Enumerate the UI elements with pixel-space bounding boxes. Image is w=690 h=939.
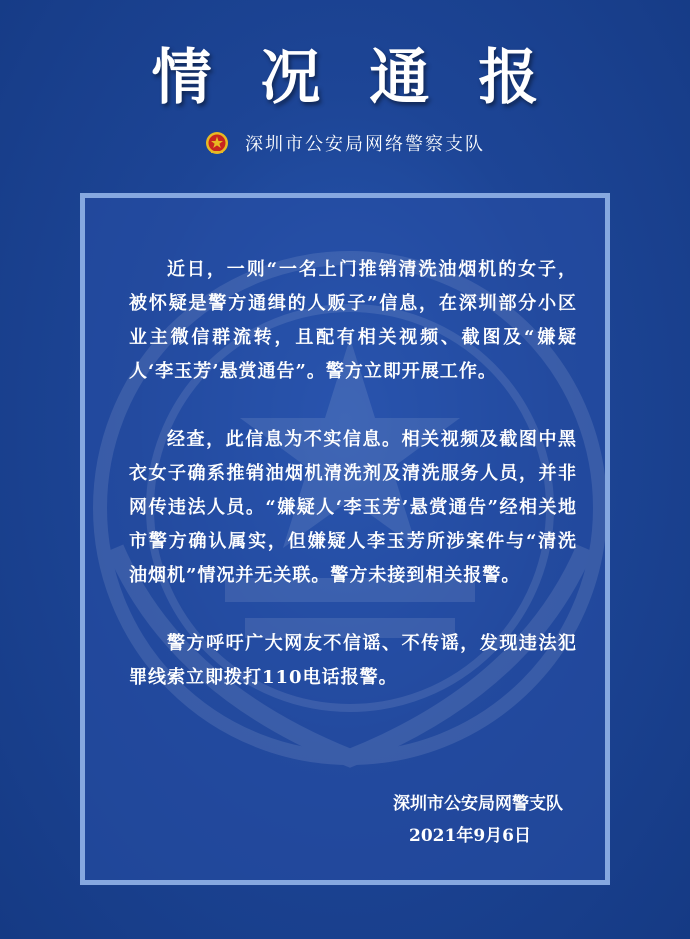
notice-paragraph-2: 经查，此信息为不实信息。相关视频及截图中黑衣女子确系推销油烟机清洗剂及清洗服务人员，并非网传违法人员。“嫌疑人‘李玉芳’悬赏通告”经相关地市警方确认属实，但嫌疑人李玉芳所涉案件与“清洗油烟机”情况并无关联。警方未接到相关报警。 bbox=[129, 429, 577, 586]
signature-org: 深圳市公安局网警支队 bbox=[393, 794, 563, 814]
signature-block bbox=[263, 788, 563, 852]
signature-date: 2021年9月6日 bbox=[409, 826, 531, 846]
police-emblem-icon bbox=[205, 131, 229, 155]
notice-body bbox=[129, 253, 577, 729]
notice-panel bbox=[80, 193, 610, 885]
page-title: 情 况 通 报 bbox=[151, 43, 553, 113]
issuer-row bbox=[0, 128, 690, 158]
notice-paragraph-3: 警方呼吁广大网友不信谣、不传谣，发现违法犯罪线索立即拨打110电话报警。 bbox=[129, 633, 577, 688]
notice-paragraph-1: 近日，一则“一名上门推销清洗油烟机的女子，被怀疑是警方通缉的人贩子”信息，在深圳部分小区业主微信群流转，且配有相关视频、截图及“嫌疑人‘李玉芳’悬赏通告”。警方立即开展工作。 bbox=[129, 259, 577, 382]
issuer-name: 深圳市公安局网络警察支队 bbox=[245, 134, 485, 155]
